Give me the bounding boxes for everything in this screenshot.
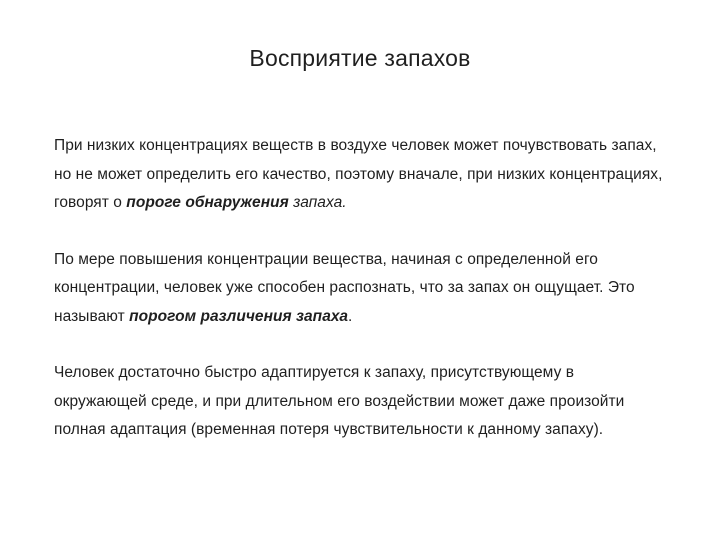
paragraph-adaptation [54,359,669,445]
term-detection-threshold: пороге обнаружения [126,194,289,211]
paragraph-recognition-threshold [54,246,669,332]
term-recognition-threshold: порогом различения запаха [129,307,349,325]
paragraph-text: Человек достаточно быстро адаптируется к запаху, присутствующему в окружающей среде, и при длительном его воздействии может даже произойти полная адаптация (временная потеря чувствительности к данному запаху). [54,364,625,438]
slide-body [54,132,669,473]
term-suffix: запаха. [288,194,347,211]
paragraph-text: При низких концентрациях веществ в воздухе человек может почувствовать запах, но не может определить его качество, поэтому вначале, при низких концентрациях, говорят о [54,137,663,211]
paragraph-detection-threshold [54,132,669,218]
paragraph-text-end: . [348,307,353,325]
slide-title: Восприятие запахов [249,45,471,71]
paragraph-text: По мере повышения концентрации вещества, начиная с определенной его концентрации, человек уже способен распознать, что за запах он ощущает. Это называют [54,250,635,325]
